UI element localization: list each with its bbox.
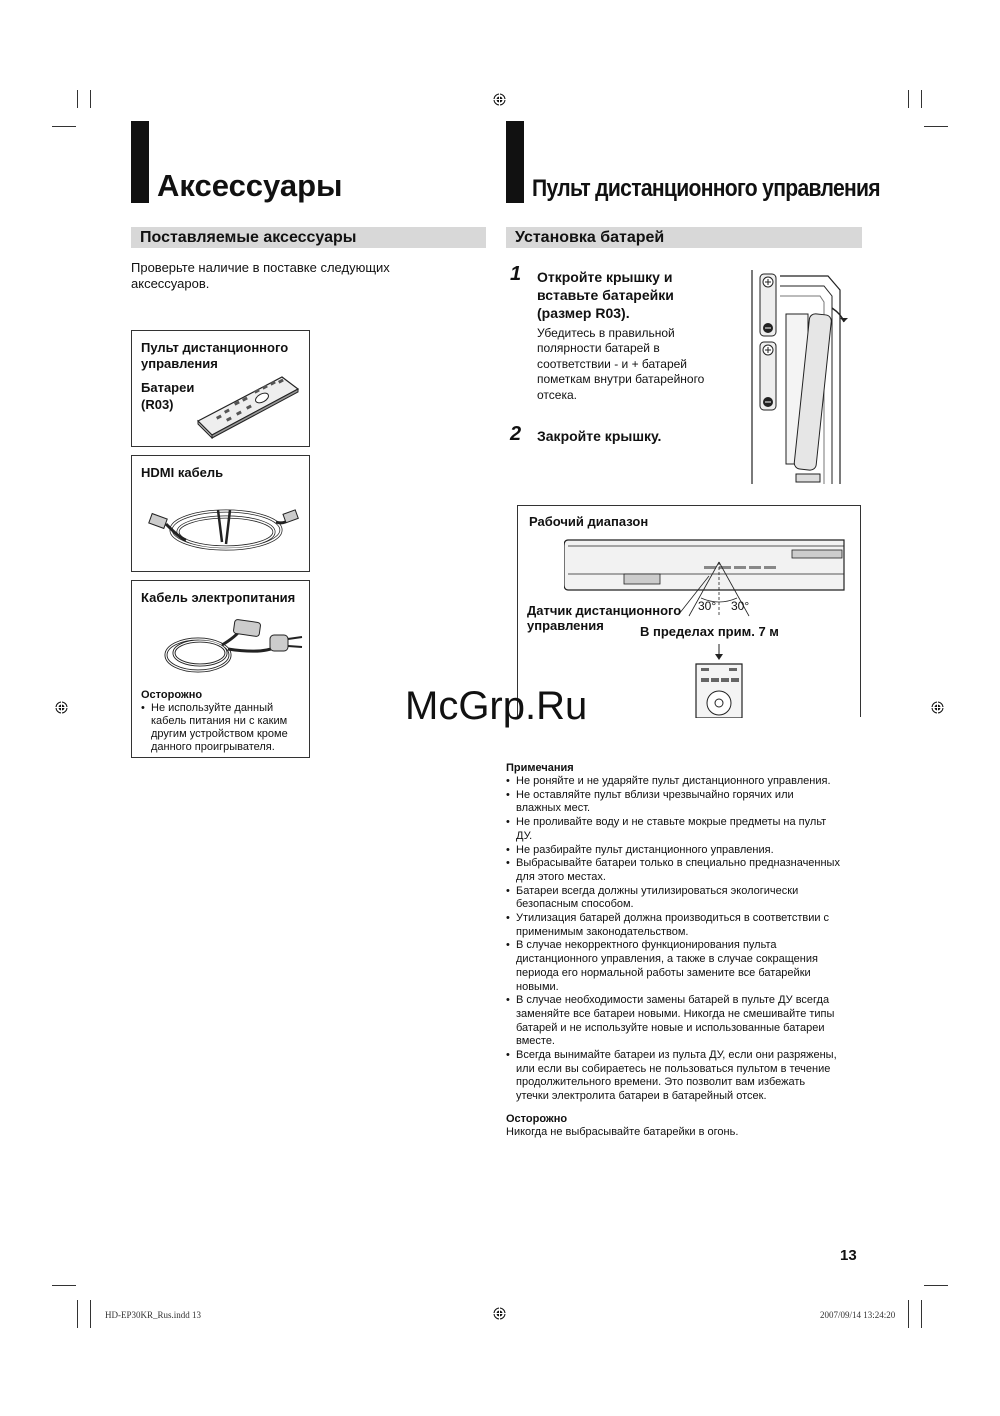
note-line: батарей и не используйте новые и использованные батареи <box>516 1021 825 1034</box>
note-line: дистанционного управления, а также в случае сокращения <box>516 953 818 966</box>
accessory-box-hdmi <box>131 455 310 572</box>
registration-mark-left <box>55 701 68 714</box>
note-line: продолжительного времени. Это позволит вам избежать <box>516 1076 806 1089</box>
step-1-title-2: вставьте батарейки <box>537 287 674 303</box>
remote-label-1: Пульт дистанционного <box>141 340 289 355</box>
note-line: или если вы собираетесь не пользоваться пультом в течение <box>516 1062 831 1075</box>
note-line: • Не разбирайте пульт дистанционного управления. <box>516 843 774 856</box>
remote-label-2: управления <box>141 356 218 371</box>
note-line: утечки электролита батареи в батарейный отсек. <box>516 1090 767 1103</box>
note-line: заменяйте все батареи новыми. Никогда не смешивайте типы <box>516 1007 835 1020</box>
registration-mark-bottom <box>493 1307 506 1320</box>
batteries-label-1: Батареи <box>141 380 195 395</box>
step-1-desc-line: пометкам внутри батарейного <box>537 372 705 387</box>
note-line: ДУ. <box>516 829 533 842</box>
step-2-title: Закройте крышку. <box>537 428 662 444</box>
title-marker-right <box>506 121 524 203</box>
power-cable-icon <box>158 609 306 679</box>
intro-line-1: Проверьте наличие в поставке следующих <box>131 260 390 275</box>
note-line: вместе. <box>516 1035 555 1048</box>
sensor-label-1: Датчик дистанционного <box>527 603 682 618</box>
note-line: • Батареи всегда должны утилизироваться экологически <box>516 884 799 897</box>
note-item <box>506 844 866 858</box>
step-1-desc-line: отсека. <box>537 387 577 402</box>
note-item <box>506 857 866 884</box>
note-line: для этого местах. <box>516 870 606 883</box>
note-line: применимым законодательством. <box>516 925 689 938</box>
intro-line-2: аксессуаров. <box>131 276 210 291</box>
step-1-desc-line: соответствии - и + батарей <box>537 356 688 371</box>
power-caution-line-3: другим устройством кроме <box>151 728 288 740</box>
note-line: • Выбрасывайте батареи только в специально предназначенных <box>516 857 840 870</box>
sensor-label-2: управления <box>527 618 604 633</box>
footer-file-name: HD-EP30KR_Rus.indd 13 <box>105 1310 202 1320</box>
note-line: периода его нормальной работы замените все батарейки <box>516 966 811 979</box>
battery-caution-text: Никогда не выбрасывайте батарейки в огонь. <box>506 1126 739 1138</box>
distance-label: В пределах прим. 7 м <box>640 624 779 639</box>
registration-mark-right <box>931 701 944 714</box>
accessory-box-power <box>131 580 310 758</box>
step-1-description <box>537 326 704 403</box>
note-item <box>506 1049 866 1104</box>
section-heading-batteries: Установка батарей <box>506 227 862 248</box>
watermark: McGrp.Ru <box>405 684 588 728</box>
note-item <box>506 994 866 1049</box>
accessory-box-remote <box>131 330 310 447</box>
step-1-title-3: (размер R03). <box>537 305 630 321</box>
note-line: • Всегда вынимайте батареи из пульта ДУ, если они разряжены, <box>516 1049 837 1062</box>
page-title-remote: Пульт дистанционного управления <box>532 175 880 202</box>
note-line: • Не проливайте воду и не ставьте мокрые предметы на пульт <box>516 816 827 829</box>
hdmi-cable-icon <box>146 492 301 564</box>
hdmi-label: HDMI кабель <box>141 465 224 480</box>
power-caution-bullet: • <box>141 702 145 714</box>
angle-left-label: 30° <box>698 599 717 613</box>
remote-control-icon <box>194 371 302 439</box>
note-item <box>506 912 866 939</box>
step-1-desc-line: Убедитесь в правильной <box>537 326 675 340</box>
note-item <box>506 775 866 789</box>
note-line: • Не роняйте и не ударяйте пульт дистанционного управления. <box>516 775 831 787</box>
step-1-title-1: Откройте крышку и <box>537 269 673 285</box>
battery-compartment-illustration <box>748 270 860 486</box>
note-line: безопасным способом. <box>516 898 634 911</box>
power-caution-line-4: данного проигрывателя. <box>151 741 275 753</box>
note-line: • Утилизация батарей должна производиться в соответствии с <box>516 912 830 925</box>
page-number: 13 <box>840 1247 857 1264</box>
notes-list <box>506 775 866 1104</box>
angle-right-label: 30° <box>731 599 750 613</box>
note-line: новыми. <box>516 980 559 993</box>
batteries-label-2: (R03) <box>141 397 174 412</box>
note-item <box>506 789 866 816</box>
note-item <box>506 939 866 994</box>
step-1-desc-line: полярности батарей в <box>537 341 660 356</box>
note-line: • Не оставляйте пульт вблизи чрезвычайно горячих или <box>516 788 794 801</box>
page-title-accessories: Аксессуары <box>157 168 343 203</box>
note-item <box>506 885 866 912</box>
note-line: влажных мест. <box>516 802 591 815</box>
power-caution-line-2: кабель питания ни с каким <box>151 715 288 727</box>
power-caution-title: Осторожно <box>141 689 203 701</box>
title-marker-left <box>131 121 149 203</box>
operating-range-title: Рабочий диапазон <box>529 514 649 529</box>
step-2-number: 2 <box>510 423 522 445</box>
registration-mark-top <box>493 93 506 106</box>
section-heading-supplied: Поставляемые аксессуары <box>131 227 486 248</box>
note-line: • В случае некорректного функционирования пульта <box>516 939 777 952</box>
notes-title: Примечания <box>506 762 574 774</box>
note-item <box>506 816 866 843</box>
footer-timestamp: 2007/09/14 13:24:20 <box>820 1310 896 1320</box>
step-1-number: 1 <box>510 263 522 285</box>
power-cable-label: Кабель электропитания <box>141 590 296 605</box>
note-line: • В случае необходимости замены батарей в пульте ДУ всегда <box>516 994 830 1007</box>
power-caution-line-1: Не используйте данный <box>151 702 274 714</box>
battery-caution-title: Осторожно <box>506 1113 568 1125</box>
